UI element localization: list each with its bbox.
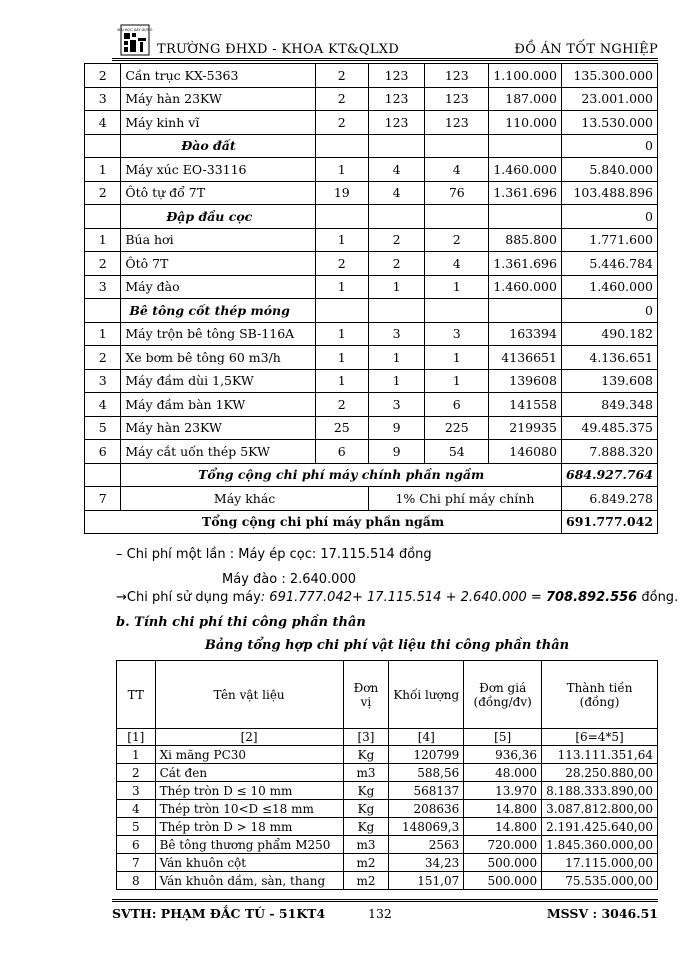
cell: 123 bbox=[368, 64, 424, 88]
cell: 2 bbox=[315, 87, 368, 111]
cell: Ôtô 7T bbox=[121, 252, 315, 276]
cell: 6 bbox=[315, 440, 368, 464]
cell: 4 bbox=[368, 181, 424, 205]
cell: Máy hàn 23KW bbox=[121, 87, 315, 111]
cell: 0 bbox=[561, 299, 657, 323]
cell: Đào đất bbox=[121, 134, 315, 158]
other-desc: 1% Chi phí máy chính bbox=[368, 487, 561, 511]
cell: 0 bbox=[561, 134, 657, 158]
usage-cost-result: 708.892.556 bbox=[545, 590, 638, 605]
cell: 13.970 bbox=[464, 782, 542, 800]
cell bbox=[368, 205, 424, 229]
cell: 139.608 bbox=[561, 369, 657, 393]
cell: 1.100.000 bbox=[489, 64, 562, 88]
other-value: 6.849.278 bbox=[561, 487, 657, 511]
cell: 4.136.651 bbox=[561, 346, 657, 370]
material-cost-table bbox=[116, 660, 658, 890]
cell: 1 bbox=[315, 158, 368, 182]
cell: 139608 bbox=[489, 369, 562, 393]
cell: 76 bbox=[425, 181, 489, 205]
cell: 2 bbox=[368, 228, 424, 252]
cell: 110.000 bbox=[489, 111, 562, 135]
group-row bbox=[85, 134, 658, 158]
subtotal-row bbox=[85, 463, 658, 487]
cell: 163394 bbox=[489, 322, 562, 346]
cell bbox=[489, 299, 562, 323]
footer-student-id: MSSV : 3046.51 bbox=[546, 906, 658, 921]
header-tt: TT bbox=[117, 661, 156, 729]
other-machines-row bbox=[85, 487, 658, 511]
cell: 9 bbox=[368, 440, 424, 464]
cell: 208636 bbox=[389, 800, 464, 818]
cell: 1.771.600 bbox=[561, 228, 657, 252]
cell bbox=[315, 299, 368, 323]
cell: 5 bbox=[85, 416, 121, 440]
table-row bbox=[117, 746, 658, 764]
group-row bbox=[85, 299, 658, 323]
table-row bbox=[85, 393, 658, 417]
cell: Kg bbox=[343, 782, 389, 800]
cell: 120799 bbox=[389, 746, 464, 764]
cell: 7.888.320 bbox=[561, 440, 657, 464]
table-row bbox=[85, 440, 658, 464]
cell bbox=[368, 134, 424, 158]
cell: 2.191.425.640,00 bbox=[542, 818, 658, 836]
total-value: 691.777.042 bbox=[561, 510, 657, 534]
cell: 4 bbox=[425, 158, 489, 182]
cell: 6 bbox=[85, 440, 121, 464]
group-row bbox=[85, 205, 658, 229]
cell: Kg bbox=[343, 800, 389, 818]
cell: Máy trộn bê tông SB-116A bbox=[121, 322, 315, 346]
cell: 1 bbox=[85, 228, 121, 252]
footer-student: SVTH: PHẠM ĐẮC TÚ - 51KT4 bbox=[112, 906, 326, 921]
cell: 3 bbox=[117, 782, 156, 800]
cell: 1 bbox=[368, 275, 424, 299]
subtotal-label: Tổng cộng chi phí máy chính phần ngầm bbox=[121, 463, 562, 487]
cell: 135.300.000 bbox=[561, 64, 657, 88]
cell: 123 bbox=[368, 87, 424, 111]
cell: Máy kinh vĩ bbox=[121, 111, 315, 135]
cell: 14.800 bbox=[464, 800, 542, 818]
table-row bbox=[85, 416, 658, 440]
cell: Bê tông cốt thép móng bbox=[121, 299, 315, 323]
table-row bbox=[85, 369, 658, 393]
machine-usage-cost-line bbox=[116, 590, 678, 605]
cell: 2 bbox=[315, 393, 368, 417]
table-row bbox=[85, 228, 658, 252]
cell: Ván khuôn cột bbox=[155, 854, 343, 872]
cell bbox=[315, 205, 368, 229]
cell: Ván khuôn dầm, sàn, thang bbox=[155, 872, 343, 890]
index-cell: [5] bbox=[464, 729, 542, 746]
cell: 4136651 bbox=[489, 346, 562, 370]
usage-cost-formula: : 691.777.042+ 17.115.514 + 2.640.000 = bbox=[260, 590, 546, 605]
cell: 49.485.375 bbox=[561, 416, 657, 440]
cell: 1.460.000 bbox=[489, 158, 562, 182]
cell bbox=[85, 134, 121, 158]
cell: 75.535.000,00 bbox=[542, 872, 658, 890]
cell: m3 bbox=[343, 764, 389, 782]
cell: 1 bbox=[368, 369, 424, 393]
table-row bbox=[85, 87, 658, 111]
cell: 8.188.333.890,00 bbox=[542, 782, 658, 800]
cell: 123 bbox=[425, 87, 489, 111]
cell: 5 bbox=[117, 818, 156, 836]
table-row bbox=[117, 818, 658, 836]
cell: 25 bbox=[315, 416, 368, 440]
cell: 141558 bbox=[489, 393, 562, 417]
cell: 9 bbox=[368, 416, 424, 440]
subtotal-value: 684.927.764 bbox=[561, 463, 657, 487]
cell: 1 bbox=[315, 228, 368, 252]
cell: 3 bbox=[85, 275, 121, 299]
cell: Bê tông thương phẩm M250 bbox=[155, 836, 343, 854]
cell: 720.000 bbox=[464, 836, 542, 854]
header-school: TRƯỜNG ĐHXD - KHOA KT&QLXD bbox=[157, 42, 400, 57]
cell: 500.000 bbox=[464, 872, 542, 890]
one-time-cost-line: – Chi phí một lần : Máy ép cọc: 17.115.514 đồng bbox=[116, 547, 432, 562]
cell bbox=[85, 205, 121, 229]
cell: Cần trục KX-5363 bbox=[121, 64, 315, 88]
cell: 23.001.000 bbox=[561, 87, 657, 111]
cell: 2 bbox=[368, 252, 424, 276]
page-number: 132 bbox=[368, 906, 392, 921]
cell: Máy đầm dùi 1,5KW bbox=[121, 369, 315, 393]
cell: 1 bbox=[85, 158, 121, 182]
total-row bbox=[85, 510, 658, 534]
cell: 936,36 bbox=[464, 746, 542, 764]
cell: 1 bbox=[315, 369, 368, 393]
cell: 151,07 bbox=[389, 872, 464, 890]
cell: 123 bbox=[425, 111, 489, 135]
cell: Thép tròn D ≤ 10 mm bbox=[155, 782, 343, 800]
cell: 2 bbox=[117, 764, 156, 782]
cell: 5.446.784 bbox=[561, 252, 657, 276]
table-row bbox=[117, 854, 658, 872]
cell: 34,23 bbox=[389, 854, 464, 872]
cell: Đập đầu cọc bbox=[121, 205, 315, 229]
table-row bbox=[117, 782, 658, 800]
cell: 2 bbox=[85, 64, 121, 88]
machine-cost-table bbox=[84, 63, 658, 534]
cell bbox=[425, 134, 489, 158]
cell: 5.840.000 bbox=[561, 158, 657, 182]
other-label: Máy khác bbox=[121, 487, 369, 511]
cell: 1.845.360.000,00 bbox=[542, 836, 658, 854]
index-cell: [1] bbox=[117, 729, 156, 746]
cell: 1 bbox=[315, 322, 368, 346]
cell: 19 bbox=[315, 181, 368, 205]
cell: 54 bbox=[425, 440, 489, 464]
cell: 1 bbox=[368, 346, 424, 370]
index-cell: [6=4*5] bbox=[542, 729, 658, 746]
header-divider bbox=[112, 58, 658, 59]
cell: 123 bbox=[368, 111, 424, 135]
usage-cost-label: →Chi phí sử dụng máy bbox=[116, 590, 261, 605]
cell: Máy đào bbox=[121, 275, 315, 299]
cell: Máy hàn 23KW bbox=[121, 416, 315, 440]
cell: 2 bbox=[315, 252, 368, 276]
cell: 1 bbox=[425, 346, 489, 370]
cell: 225 bbox=[425, 416, 489, 440]
cell: 1.361.696 bbox=[489, 181, 562, 205]
cell: Búa hơi bbox=[121, 228, 315, 252]
index-row bbox=[117, 729, 658, 746]
cell: 3.087.812.800,00 bbox=[542, 800, 658, 818]
cell: 2 bbox=[85, 252, 121, 276]
table-row bbox=[85, 322, 658, 346]
header-amount: Thành tiền (đồng) bbox=[542, 661, 658, 729]
cell: 3 bbox=[368, 393, 424, 417]
table-row bbox=[117, 836, 658, 854]
cell: m2 bbox=[343, 854, 389, 872]
cell: 28.250.880,00 bbox=[542, 764, 658, 782]
footer-divider bbox=[112, 899, 658, 900]
cell: 123 bbox=[425, 64, 489, 88]
footer-divider-2 bbox=[112, 901, 658, 902]
cell bbox=[315, 134, 368, 158]
cell: 588,56 bbox=[389, 764, 464, 782]
usage-cost-unit: đồng. bbox=[637, 590, 679, 605]
cell: 148069,3 bbox=[389, 818, 464, 836]
table-row bbox=[117, 764, 658, 782]
cell: 113.111.351,64 bbox=[542, 746, 658, 764]
cell bbox=[425, 299, 489, 323]
cell: 14.800 bbox=[464, 818, 542, 836]
university-logo-icon bbox=[117, 24, 153, 56]
cell: 1.361.696 bbox=[489, 252, 562, 276]
cell: 2 bbox=[85, 181, 121, 205]
cell: 4 bbox=[368, 158, 424, 182]
excavator-cost-line: Máy đào : 2.640.000 bbox=[222, 572, 356, 587]
cell: 1.460.000 bbox=[489, 275, 562, 299]
cell: 490.182 bbox=[561, 322, 657, 346]
cell: Thép tròn 10<D ≤18 mm bbox=[155, 800, 343, 818]
cell: 0 bbox=[561, 205, 657, 229]
cell: Thép tròn D > 18 mm bbox=[155, 818, 343, 836]
cell: 7 bbox=[117, 854, 156, 872]
cell: 849.348 bbox=[561, 393, 657, 417]
table-row bbox=[85, 275, 658, 299]
cell: Máy đầm bàn 1KW bbox=[121, 393, 315, 417]
cell: 4 bbox=[425, 252, 489, 276]
cell: 4 bbox=[85, 393, 121, 417]
cell: 1 bbox=[315, 346, 368, 370]
cell: 500.000 bbox=[464, 854, 542, 872]
cell: 1.460.000 bbox=[561, 275, 657, 299]
header-divider-2 bbox=[112, 60, 658, 61]
cell: 3 bbox=[425, 322, 489, 346]
cell: 219935 bbox=[489, 416, 562, 440]
cell: 3 bbox=[85, 87, 121, 111]
cell: 885.800 bbox=[489, 228, 562, 252]
cell: 2563 bbox=[389, 836, 464, 854]
cell: 2 bbox=[315, 64, 368, 88]
header-unit: Đơn vị bbox=[343, 661, 389, 729]
cell: m3 bbox=[343, 836, 389, 854]
table2-header-row bbox=[117, 661, 658, 729]
section-heading: b. Tính chi phí thi công phần thân bbox=[116, 615, 366, 630]
header-title: ĐỒ ÁN TỐT NGHIỆP bbox=[514, 42, 658, 57]
index-cell: [4] bbox=[389, 729, 464, 746]
cell: 1 bbox=[85, 322, 121, 346]
cell: 7 bbox=[85, 487, 121, 511]
cell: 4 bbox=[85, 111, 121, 135]
cell: Kg bbox=[343, 746, 389, 764]
cell: 2 bbox=[85, 346, 121, 370]
cell: Xe bơm bê tông 60 m3/h bbox=[121, 346, 315, 370]
cell: 3 bbox=[368, 322, 424, 346]
table-row bbox=[85, 111, 658, 135]
cell: 187.000 bbox=[489, 87, 562, 111]
table-row bbox=[117, 872, 658, 890]
cell: 17.115.000,00 bbox=[542, 854, 658, 872]
cell: 3 bbox=[85, 369, 121, 393]
cell bbox=[85, 299, 121, 323]
cell: 1 bbox=[315, 275, 368, 299]
cell: 8 bbox=[117, 872, 156, 890]
table-row bbox=[85, 252, 658, 276]
cell: Xi măng PC30 bbox=[155, 746, 343, 764]
index-cell: [2] bbox=[155, 729, 343, 746]
cell: Kg bbox=[343, 818, 389, 836]
cell: 146080 bbox=[489, 440, 562, 464]
cell: 2 bbox=[425, 228, 489, 252]
cell: 4 bbox=[117, 800, 156, 818]
cell: 48.000 bbox=[464, 764, 542, 782]
table-row bbox=[85, 64, 658, 88]
cell bbox=[425, 205, 489, 229]
cell: Máy xúc EO-33116 bbox=[121, 158, 315, 182]
cell: Ôtô tự đổ 7T bbox=[121, 181, 315, 205]
table-row bbox=[85, 181, 658, 205]
cell: 6 bbox=[425, 393, 489, 417]
cell: Cát đen bbox=[155, 764, 343, 782]
cell bbox=[368, 299, 424, 323]
cell: 1 bbox=[425, 275, 489, 299]
cell: 568137 bbox=[389, 782, 464, 800]
cell: 1 bbox=[117, 746, 156, 764]
cell: 1 bbox=[425, 369, 489, 393]
table-row bbox=[117, 800, 658, 818]
page-header bbox=[112, 28, 658, 58]
table2-title: Bảng tổng hợp chi phí vật liệu thi công phần thân bbox=[204, 638, 570, 653]
cell: 6 bbox=[117, 836, 156, 854]
cell: Máy cắt uốn thép 5KW bbox=[121, 440, 315, 464]
table-row bbox=[85, 346, 658, 370]
cell bbox=[489, 134, 562, 158]
header-quantity: Khối lượng bbox=[389, 661, 464, 729]
total-label: Tổng cộng chi phí máy phần ngầm bbox=[85, 510, 562, 534]
cell: 103.488.896 bbox=[561, 181, 657, 205]
cell: m2 bbox=[343, 872, 389, 890]
table-row bbox=[85, 158, 658, 182]
header-unit-price: Đơn giá (đồng/đv) bbox=[464, 661, 542, 729]
header-material-name: Tên vật liệu bbox=[155, 661, 343, 729]
cell: 13.530.000 bbox=[561, 111, 657, 135]
cell bbox=[489, 205, 562, 229]
index-cell: [3] bbox=[343, 729, 389, 746]
cell: 2 bbox=[315, 111, 368, 135]
svg-text:ĐẠI HỌC XÂY DỰNG: ĐẠI HỌC XÂY DỰNG bbox=[117, 28, 153, 32]
